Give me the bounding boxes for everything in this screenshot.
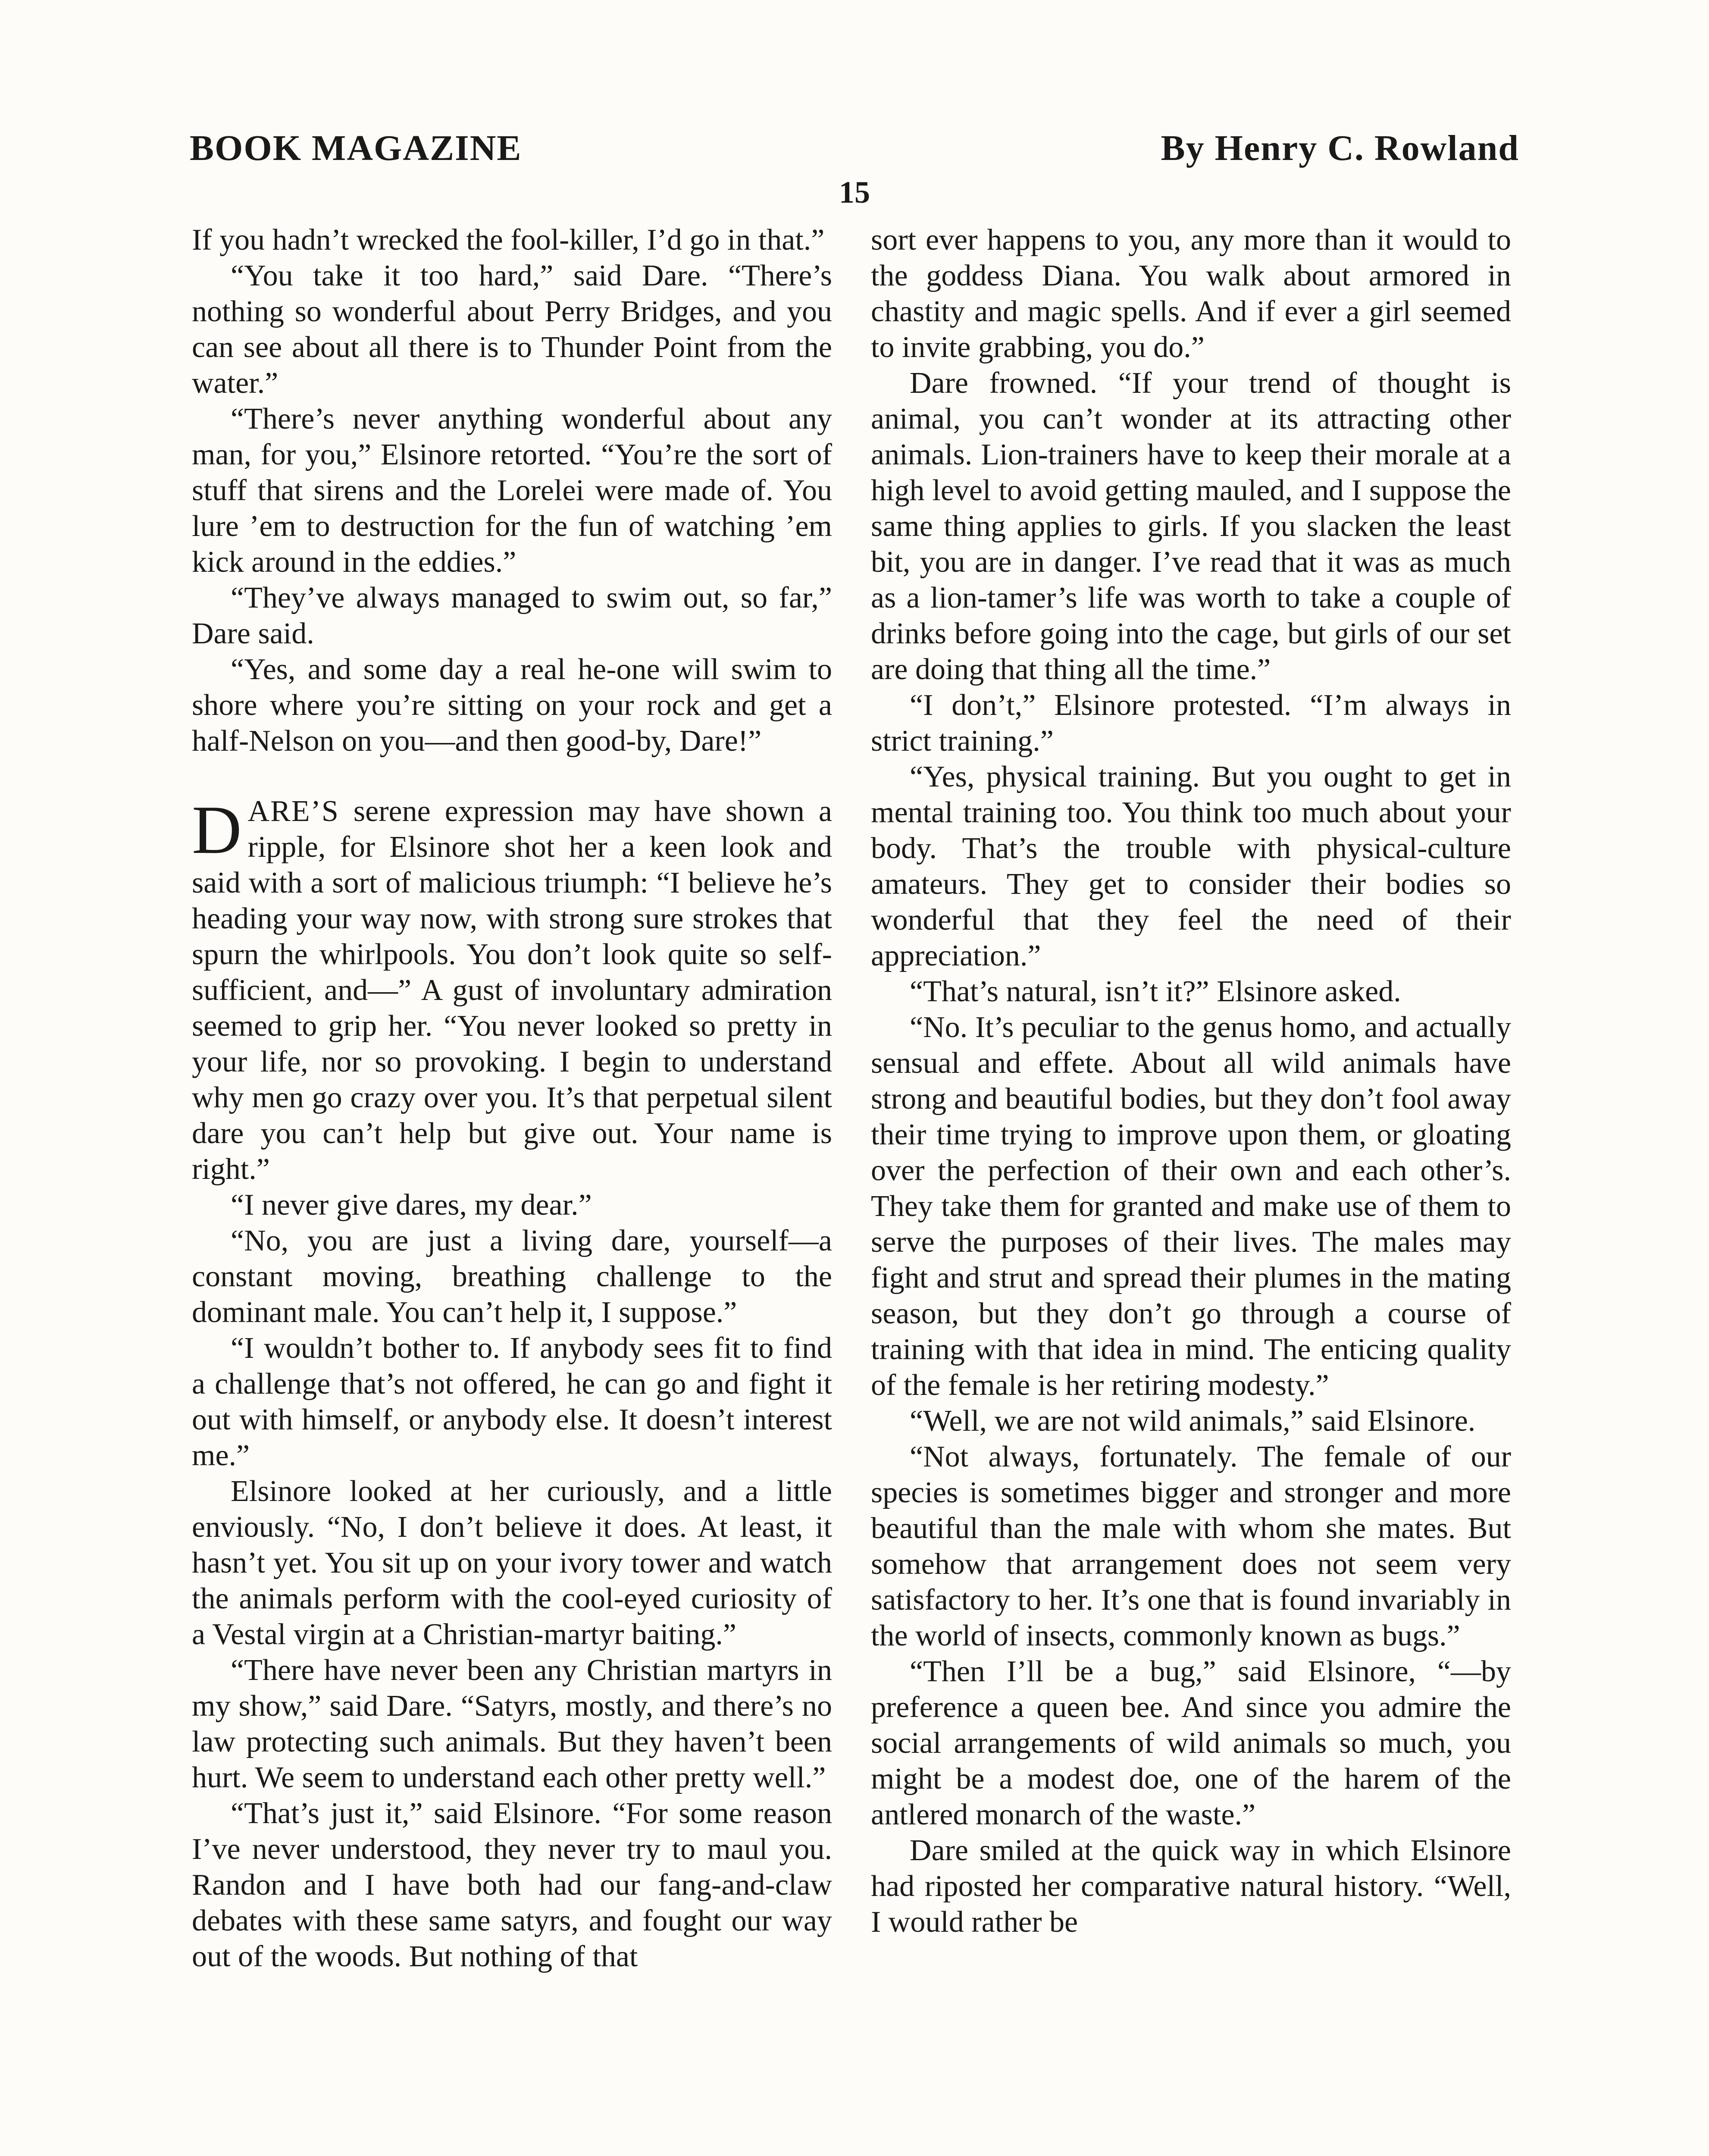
paragraph: “No, you are just a living dare, yourself—a constant moving, breathing challenge to the dominant male. You can’t help it, I suppose.” — [192, 1224, 832, 1329]
left-column — [192, 222, 832, 2156]
paragraph: “There have never been any Christian martyrs in my show,” said Dare. “Satyrs, mostly, and there’s no law protecting such animals. But they haven’t been hurt. We seem to understand each other pretty well.” — [192, 1654, 832, 1794]
paragraph: Elsinore looked at her curiously, and a little enviously. “No, I don’t believe it does. At least, it hasn’t yet. You sit up on your ivory tower and watch the animals perform with the cool-eyed curiosity of a Vestal virgin at a Christian-martyr baiting.” — [192, 1475, 832, 1651]
paragraph: Dare frowned. “If your trend of thought is animal, you can’t wonder at its attracting other animals. Lion-trainers have to keep their morale at a high level to avoid getting mauled, and I suppose the same thing applies to girls. If you slacken the least bit, you are in danger. I’ve read that it was as much as a lion-tamer’s life was worth to take a couple of drinks before going into the cage, but girls of our set are doing that thing all the time.” — [871, 367, 1511, 686]
paragraph: “That’s just it,” said Elsinore. “For some reason I’ve never understood, they never try to maul you. Randon and I have both had our fang-and-claw debates with these same satyrs, and fought our way out of the woods. But nothing of that — [192, 1797, 832, 1973]
paragraph: “Not always, fortunately. The female of our species is sometimes bigger and stronger and more beautiful than the male with whom she mates. But somehow that arrangement does not seem very satisfactory to her. It’s one that is found invariably in the world of insects, commonly known as bugs.” — [871, 1440, 1511, 1652]
paragraph: “Then I’ll be a bug,” said Elsinore, “—by preference a queen bee. And since you admire the social arrangements of wild animals so much, you might be a modest doe, one of the harem of the antlered monarch of the waste.” — [871, 1655, 1511, 1831]
right-column — [871, 222, 1511, 2156]
drop-cap-letter: D — [192, 791, 242, 868]
paragraph-text: serene expression may have shown a ripple, for Elsinore shot her a keen look and said with a sort of malicious triumph: “I believe he’s heading your way now, with strong sure strokes that spurn the whirlpools. You don’t look quite so self-sufficient, and—” A gust of involuntary admiration seemed to grip her. “You never looked so pretty in your life, nor so provoking. I begin to understand why men go crazy over you. It’s that perpetual silent dare you can’t help but give out. Your name is right.” — [192, 795, 832, 1186]
paragraph: “Well, we are not wild animals,” said Elsinore. — [910, 1404, 1476, 1438]
dropcap-paragraph — [192, 793, 832, 1187]
paragraph: “Yes, physical training. But you ought to get in mental training too. You think too much about your body. That’s the trouble with physical-culture amateurs. They get to consider their bodies so wonderful that they feel the need of their appreciation.” — [871, 760, 1511, 972]
page-number: 15 — [839, 175, 870, 210]
paragraph: “There’s never anything wonderful about any man, for you,” Elsinore retorted. “You’re the sort of stuff that sirens and the Lorelei were made of. You lure ’em to destruction for the fun of watching ’em kick around in the eddies.” — [192, 402, 832, 579]
author-byline: By Henry C. Rowland — [1161, 128, 1519, 168]
paragraph: “No. It’s peculiar to the genus homo, and actually sensual and effete. About all wild animals have strong and beautiful bodies, but they don’t fool away their time trying to improve upon them, or gloating over the perfection of their own and each other’s. They take them for granted and make use of them to serve the purposes of their lives. The males may fight and strut and spread their plumes in the mating season, but they don’t go through a course of training with that idea in mind. The enticing quality of the female is her retiring modesty.” — [871, 1011, 1511, 1402]
paragraph: “You take it too hard,” said Dare. “There’s nothing so wonderful about Perry Bridges, and you can see about all there is to Thunder Point from the water.” — [192, 259, 832, 400]
magazine-title: BOOK MAGAZINE — [190, 128, 522, 168]
paragraph: “They’ve always managed to swim out, so far,” Dare said. — [192, 581, 832, 650]
paragraph: “Yes, and some day a real he-one will swim to shore where you’re sitting on your rock and get a half-Nelson on you—and then good-by, Dare!” — [192, 653, 832, 758]
paragraph: If you hadn’t wrecked the fool-killer, I’d go in that.” — [192, 223, 825, 257]
paragraph: “I never give dares, my dear.” — [231, 1188, 592, 1222]
paragraph: “I don’t,” Elsinore protested. “I’m always in strict training.” — [871, 689, 1511, 758]
paragraph: Dare smiled at the quick way in which Elsinore had riposted her comparative natural history. “Well, I would rather be — [871, 1834, 1511, 1939]
section-break — [192, 759, 832, 793]
paragraph: “That’s natural, isn’t it?” Elsinore asked. — [910, 975, 1401, 1008]
paragraph: “I wouldn’t bother to. If anybody sees fit to find a challenge that’s not offered, he can go and fight it out with himself, or anybody else. It doesn’t interest me.” — [192, 1332, 832, 1472]
opening-word: ARE’S — [247, 795, 339, 828]
paragraph: sort ever happens to you, any more than it would to the goddess Diana. You walk about armored in chastity and magic spells. And if ever a girl seemed to invite grabbing, you do.” — [871, 223, 1511, 364]
